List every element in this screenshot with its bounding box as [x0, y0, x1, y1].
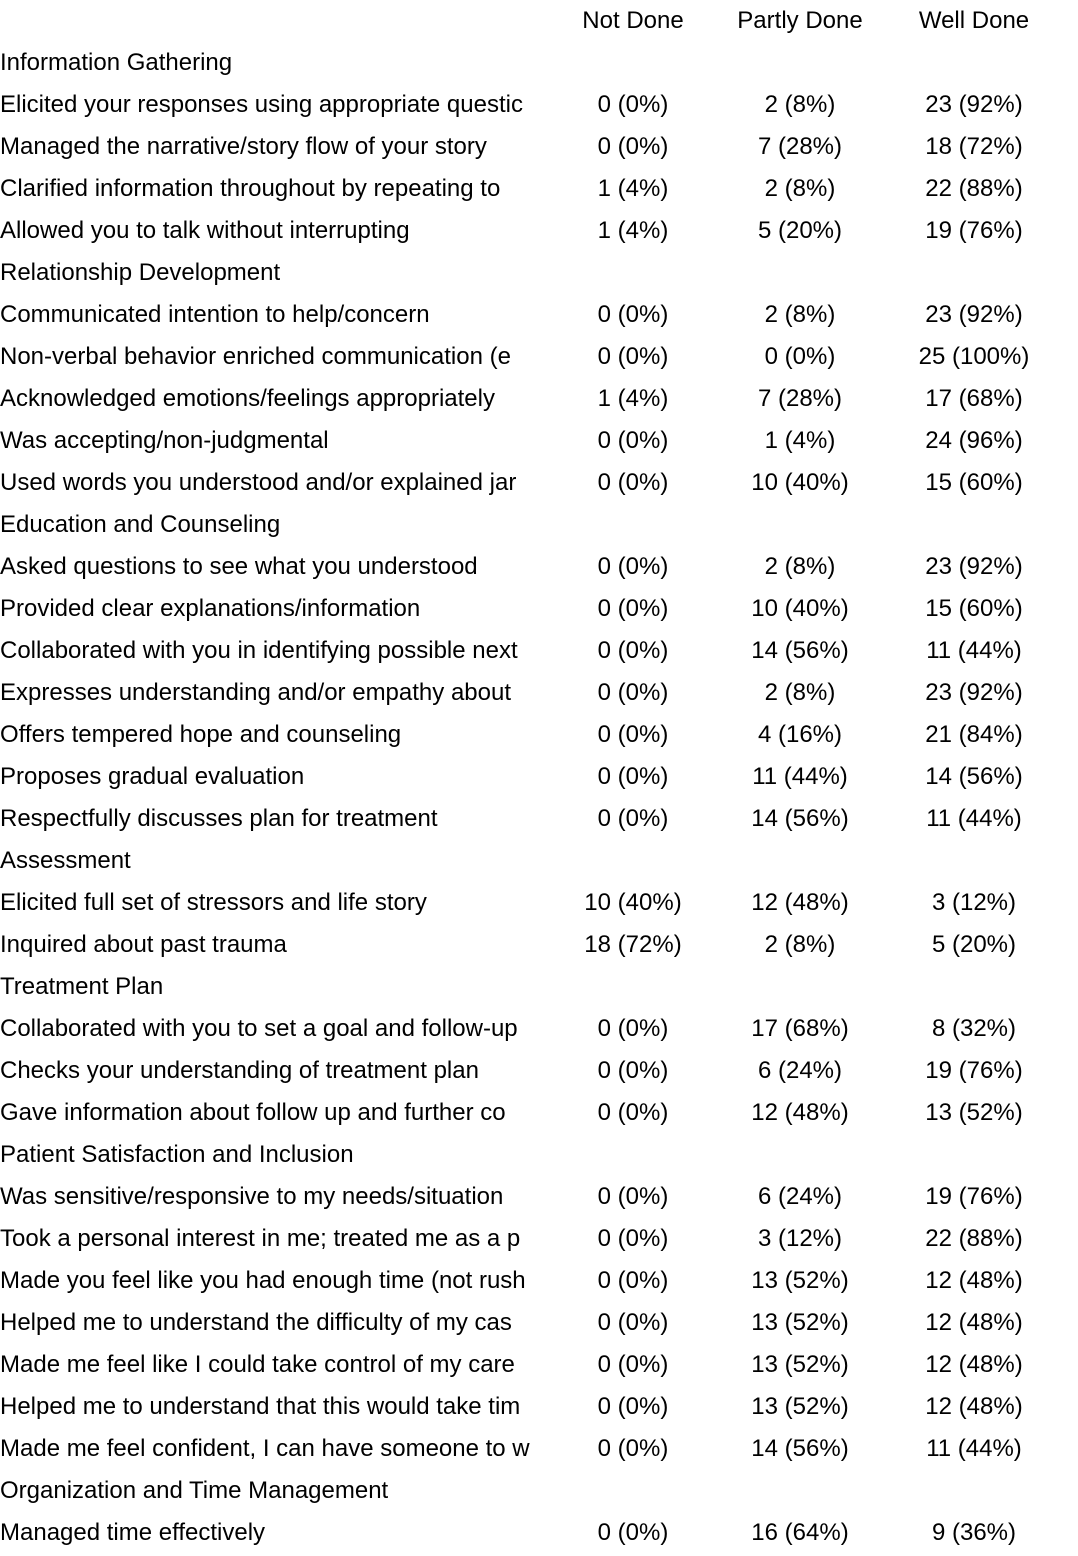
- cell-value: 0 (0%): [597, 1351, 669, 1378]
- empty-cell: [550, 1134, 716, 1176]
- row-label: Provided clear explanations/information: [0, 595, 421, 622]
- section-title: Patient Satisfaction and Inclusion: [0, 1141, 354, 1168]
- cell-value: 17 (68%): [925, 385, 1023, 412]
- row-label: Elicited your responses using appropriate questic: [0, 91, 523, 118]
- table-row: [0, 378, 1064, 420]
- cell-value: 13 (52%): [751, 1393, 849, 1420]
- cell-value: 10 (40%): [584, 889, 682, 916]
- header-row: [0, 0, 1064, 42]
- cell-value: 1 (4%): [597, 175, 669, 202]
- cell-value: 1 (4%): [764, 427, 836, 454]
- cell-value: 0 (0%): [597, 595, 669, 622]
- cell-value: 2 (8%): [764, 301, 836, 328]
- table-row: [0, 924, 1064, 966]
- cell-value: 0 (0%): [597, 133, 669, 160]
- section-row: [0, 1134, 1064, 1176]
- cell-value: 0 (0%): [597, 763, 669, 790]
- cell-value: 22 (88%): [925, 1225, 1023, 1252]
- section-row: [0, 252, 1064, 294]
- row-label: Was sensitive/responsive to my needs/situation: [0, 1183, 504, 1210]
- table-row: [0, 798, 1064, 840]
- cell-value: 13 (52%): [925, 1099, 1023, 1126]
- cell-value: 11 (44%): [926, 805, 1022, 832]
- cell-value: 19 (76%): [925, 217, 1023, 244]
- row-label: Collaborated with you to set a goal and follow-up: [0, 1015, 518, 1042]
- empty-cell: [716, 966, 884, 1008]
- row-label: Expresses understanding and/or empathy about: [0, 679, 511, 706]
- table-row: [0, 1302, 1064, 1344]
- row-label: Helped me to understand the difficulty of my cas: [0, 1309, 512, 1336]
- section-row: [0, 42, 1064, 84]
- cell-value: 5 (20%): [757, 217, 843, 244]
- row-label: Managed time effectively: [0, 1519, 266, 1546]
- table-row: [0, 1386, 1064, 1428]
- row-label: Was accepting/non-judgmental: [0, 427, 329, 454]
- cell-value: 18 (72%): [584, 931, 682, 958]
- table-row: [0, 126, 1064, 168]
- row-label: Managed the narrative/story flow of your story: [0, 133, 487, 160]
- cell-value: 15 (60%): [925, 595, 1023, 622]
- cell-value: 0 (0%): [597, 469, 669, 496]
- cell-value: 13 (52%): [751, 1309, 849, 1336]
- table-row: [0, 336, 1064, 378]
- cell-value: 0 (0%): [597, 553, 669, 580]
- row-label: Checks your understanding of treatment plan: [0, 1057, 479, 1084]
- cell-value: 16 (64%): [751, 1519, 849, 1546]
- cell-value: 0 (0%): [597, 1519, 669, 1546]
- empty-cell: [884, 42, 1064, 84]
- cell-value: 0 (0%): [597, 427, 669, 454]
- cell-value: 0 (0%): [597, 1225, 669, 1252]
- cell-value: 2 (8%): [764, 931, 836, 958]
- empty-cell: [550, 504, 716, 546]
- cell-value: 0 (0%): [597, 679, 669, 706]
- cell-value: 23 (92%): [925, 553, 1023, 580]
- section-title: Assessment: [0, 847, 131, 874]
- cell-value: 0 (0%): [597, 301, 669, 328]
- section-row: [0, 840, 1064, 882]
- cell-value: 0 (0%): [764, 343, 836, 370]
- cell-value: 21 (84%): [925, 721, 1023, 748]
- empty-cell: [716, 840, 884, 882]
- row-label: Inquired about past trauma: [0, 931, 287, 958]
- cell-value: 14 (56%): [751, 637, 849, 664]
- empty-cell: [716, 252, 884, 294]
- section-row: [0, 504, 1064, 546]
- cell-value: 19 (76%): [925, 1183, 1023, 1210]
- cell-value: 10 (40%): [751, 595, 849, 622]
- cell-value: 12 (48%): [925, 1351, 1023, 1378]
- cell-value: 14 (56%): [751, 1435, 849, 1462]
- row-label: Offers tempered hope and counseling: [0, 721, 402, 748]
- table-row: [0, 462, 1064, 504]
- table-row: [0, 210, 1064, 252]
- table-row: [0, 294, 1064, 336]
- cell-value: 0 (0%): [597, 805, 669, 832]
- cell-value: 9 (36%): [931, 1519, 1017, 1546]
- empty-cell: [884, 1134, 1064, 1176]
- table-row: [0, 420, 1064, 462]
- cell-value: 11 (44%): [926, 1435, 1022, 1462]
- table-row: [0, 84, 1064, 126]
- section-row: [0, 1470, 1064, 1512]
- table-row: [0, 168, 1064, 210]
- row-label: Gave information about follow up and further co: [0, 1099, 506, 1126]
- cell-value: 0 (0%): [597, 1099, 669, 1126]
- section-row: [0, 966, 1064, 1008]
- table-row: [0, 1512, 1064, 1554]
- corner-cell: [0, 0, 550, 42]
- cell-value: 12 (48%): [925, 1267, 1023, 1294]
- cell-value: 23 (92%): [925, 91, 1023, 118]
- table-row: [0, 546, 1064, 588]
- cell-value: 12 (48%): [925, 1393, 1023, 1420]
- cell-value: 8 (32%): [931, 1015, 1017, 1042]
- cell-value: 24 (96%): [925, 427, 1023, 454]
- cell-value: 10 (40%): [751, 469, 849, 496]
- section-title: Organization and Time Management: [0, 1477, 389, 1504]
- empty-cell: [550, 252, 716, 294]
- row-label: Clarified information throughout by repeating to: [0, 175, 501, 202]
- section-title: Treatment Plan: [0, 973, 164, 1000]
- cell-value: 18 (72%): [925, 133, 1023, 160]
- row-label: Made me feel confident, I can have someone to w: [0, 1435, 530, 1462]
- cell-value: 2 (8%): [764, 91, 836, 118]
- cell-value: 0 (0%): [597, 343, 669, 370]
- cell-value: 0 (0%): [597, 1435, 669, 1462]
- empty-cell: [716, 504, 884, 546]
- cell-value: 3 (12%): [757, 1225, 843, 1252]
- cell-value: 0 (0%): [597, 91, 669, 118]
- row-label: Non-verbal behavior enriched communication (e: [0, 343, 511, 370]
- table-row: [0, 588, 1064, 630]
- cell-value: 0 (0%): [597, 721, 669, 748]
- cell-value: 14 (56%): [751, 805, 849, 832]
- column-header-not-done: Not Done: [582, 7, 684, 34]
- empty-cell: [884, 252, 1064, 294]
- row-label: Collaborated with you in identifying possible next: [0, 637, 518, 664]
- empty-cell: [884, 1470, 1064, 1512]
- table-body: [0, 42, 1064, 1554]
- column-header-partly-done: Partly Done: [737, 7, 863, 34]
- cell-value: 15 (60%): [925, 469, 1023, 496]
- cell-value: 2 (8%): [764, 679, 836, 706]
- row-label: Made me feel like I could take control of my care: [0, 1351, 515, 1378]
- cell-value: 25 (100%): [918, 343, 1030, 370]
- cell-value: 17 (68%): [751, 1015, 849, 1042]
- row-label: Communicated intention to help/concern: [0, 301, 430, 328]
- cell-value: 19 (76%): [925, 1057, 1023, 1084]
- cell-value: 12 (48%): [925, 1309, 1023, 1336]
- row-label: Helped me to understand that this would take tim: [0, 1393, 521, 1420]
- empty-cell: [550, 42, 716, 84]
- cell-value: 11 (44%): [926, 637, 1022, 664]
- cell-value: 1 (4%): [597, 385, 669, 412]
- row-label: Made you feel like you had enough time (not rush: [0, 1267, 526, 1294]
- cell-value: 0 (0%): [597, 1057, 669, 1084]
- row-label: Used words you understood and/or explained jar: [0, 469, 517, 496]
- empty-cell: [550, 1470, 716, 1512]
- cell-value: 0 (0%): [597, 1393, 669, 1420]
- cell-value: 7 (28%): [757, 385, 843, 412]
- cell-value: 12 (48%): [751, 889, 849, 916]
- cell-value: 3 (12%): [931, 889, 1017, 916]
- table-row: [0, 1050, 1064, 1092]
- empty-cell: [716, 1134, 884, 1176]
- empty-cell: [716, 42, 884, 84]
- cell-value: 0 (0%): [597, 637, 669, 664]
- row-label: Asked questions to see what you understood: [0, 553, 478, 580]
- section-title: Relationship Development: [0, 259, 281, 286]
- table-row: [0, 1260, 1064, 1302]
- cell-value: 23 (92%): [925, 679, 1023, 706]
- table-row: [0, 1092, 1064, 1134]
- cell-value: 0 (0%): [597, 1015, 669, 1042]
- table-row: [0, 630, 1064, 672]
- cell-value: 0 (0%): [597, 1267, 669, 1294]
- cell-value: 5 (20%): [931, 931, 1017, 958]
- cell-value: 11 (44%): [752, 763, 848, 790]
- cell-value: 6 (24%): [757, 1057, 843, 1084]
- section-title: Information Gathering: [0, 49, 233, 76]
- table-row: [0, 714, 1064, 756]
- table-row: [0, 1008, 1064, 1050]
- cell-value: 14 (56%): [925, 763, 1023, 790]
- cell-value: 22 (88%): [925, 175, 1023, 202]
- table-row: [0, 756, 1064, 798]
- cell-value: 12 (48%): [751, 1099, 849, 1126]
- cell-value: 4 (16%): [757, 721, 843, 748]
- row-label: Respectfully discusses plan for treatment: [0, 805, 438, 832]
- cell-value: 2 (8%): [764, 175, 836, 202]
- cell-value: 23 (92%): [925, 301, 1023, 328]
- cell-value: 2 (8%): [764, 553, 836, 580]
- empty-cell: [884, 840, 1064, 882]
- empty-cell: [550, 966, 716, 1008]
- table-row: [0, 1428, 1064, 1470]
- empty-cell: [884, 504, 1064, 546]
- cell-value: 13 (52%): [751, 1351, 849, 1378]
- table-row: [0, 882, 1064, 924]
- row-label: Allowed you to talk without interrupting: [0, 217, 410, 244]
- table-row: [0, 1344, 1064, 1386]
- section-title: Education and Counseling: [0, 511, 281, 538]
- empty-cell: [716, 1470, 884, 1512]
- cell-value: 6 (24%): [757, 1183, 843, 1210]
- empty-cell: [884, 966, 1064, 1008]
- cell-value: 0 (0%): [597, 1183, 669, 1210]
- table-row: [0, 672, 1064, 714]
- row-label: Elicited full set of stressors and life story: [0, 889, 427, 916]
- column-header-well-done: Well Done: [918, 7, 1030, 34]
- table-row: [0, 1176, 1064, 1218]
- row-label: Took a personal interest in me; treated me as a p: [0, 1225, 521, 1252]
- empty-cell: [550, 840, 716, 882]
- cell-value: 7 (28%): [757, 133, 843, 160]
- row-label: Proposes gradual evaluation: [0, 763, 305, 790]
- row-label: Acknowledged emotions/feelings appropriately: [0, 385, 495, 412]
- cell-value: 13 (52%): [751, 1267, 849, 1294]
- table-row: [0, 1218, 1064, 1260]
- cell-value: 0 (0%): [597, 1309, 669, 1336]
- cell-value: 1 (4%): [597, 217, 669, 244]
